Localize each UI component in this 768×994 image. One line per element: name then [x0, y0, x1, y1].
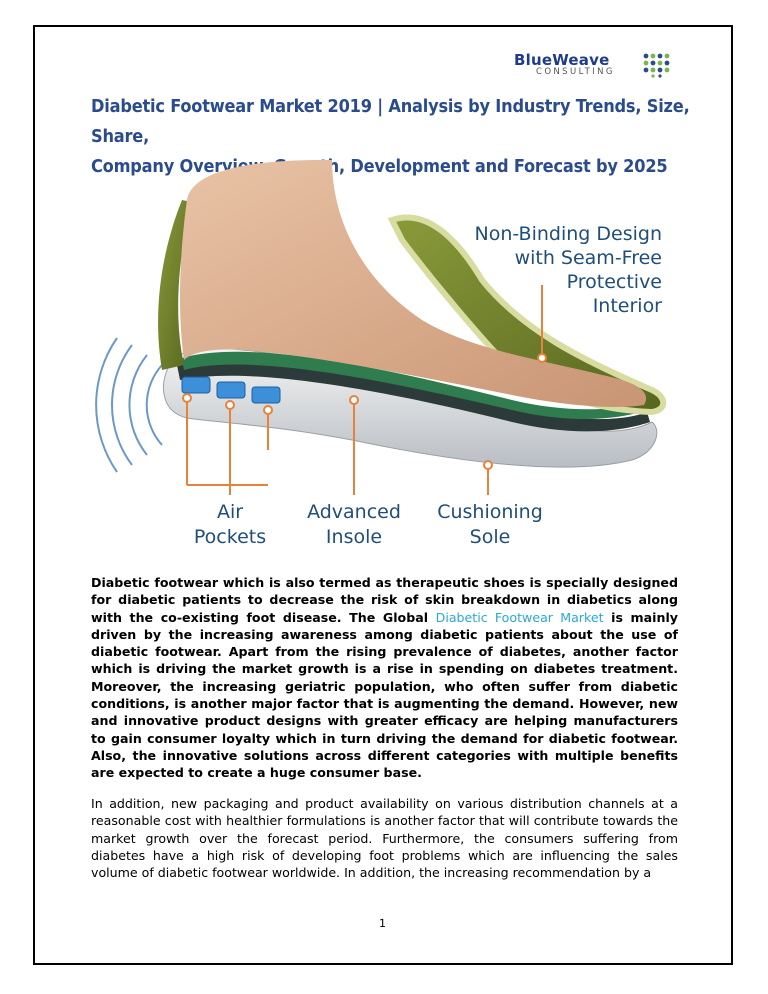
callout-air-line-1: Air — [216, 501, 244, 523]
callout-design-line-1: Non-Binding Design — [474, 223, 662, 245]
callout-air-line-2: Pockets — [193, 526, 267, 548]
callout-design-line-3: Protective — [566, 271, 662, 293]
logo-dots-icon — [642, 52, 674, 78]
callout-sole-line-1: Cushioning — [437, 501, 543, 523]
logo-name-top: BlueWeave — [514, 51, 610, 69]
callout-design-line-4: Interior — [592, 295, 662, 317]
title-line-1: Diabetic Footwear Market 2019 | Analysis by Industry Trends, Size, Share, — [91, 96, 690, 147]
diabetic-shoe-diagram — [92, 160, 682, 560]
logo-name-bottom: CONSULTING — [536, 67, 615, 77]
intro-text-before-link: Diabetic footwear which is also termed as therapeutic shoes is specially designed for diabetic patients to decrease the risk of skin breakdown in diabetics along with the co-existing foot disease. The Global — [91, 575, 678, 625]
title-line-2: Company Overview, Growth, Development and Forecast by 2025 — [91, 156, 668, 177]
shock-rings-icon — [96, 338, 162, 472]
body-paragraph: In addition, new packaging and product availability on various distribution channels at a reasonable cost with healthier formulations is another factor that will contribute towards the market growth over the forecast period. Furthermore, the consumers suffering from diabetes have a high risk of developing foot problems which are influencing the sales volume of diabetic footwear worldwide. In addition, the increasing recommendation by a — [91, 796, 678, 881]
intro-paragraph — [91, 574, 678, 782]
callout-sole-line-2: Sole — [469, 526, 511, 548]
callout-insole-line-1: Advanced — [307, 501, 401, 523]
company-logo — [514, 51, 684, 81]
callout-insole-line-2: Insole — [325, 526, 383, 548]
market-link[interactable]: Diabetic Footwear Market — [435, 609, 604, 625]
page-number: 1 — [379, 917, 386, 930]
intro-text-after-link: is mainly driven by the increasing awareness among diabetic patients about the use of diabetic footwear. Apart from the rising prevalence of diabetes, another factor which is driving the market growth is a rise in spending on diabetes treatment. Moreover, the increasing geriatric population, who often suffer from diabetic conditions, is another major factor that is augmenting the demand. However, new and innovative product designs with greater efficacy are helping manufacturers to gain consumer loyalty which in turn driving the demand for diabetic footwear. Also, the innovative solutions across different categories with multiple benefits are expected to create a huge consumer base. — [91, 609, 678, 781]
callout-design-line-2: with Seam-Free — [514, 247, 662, 269]
